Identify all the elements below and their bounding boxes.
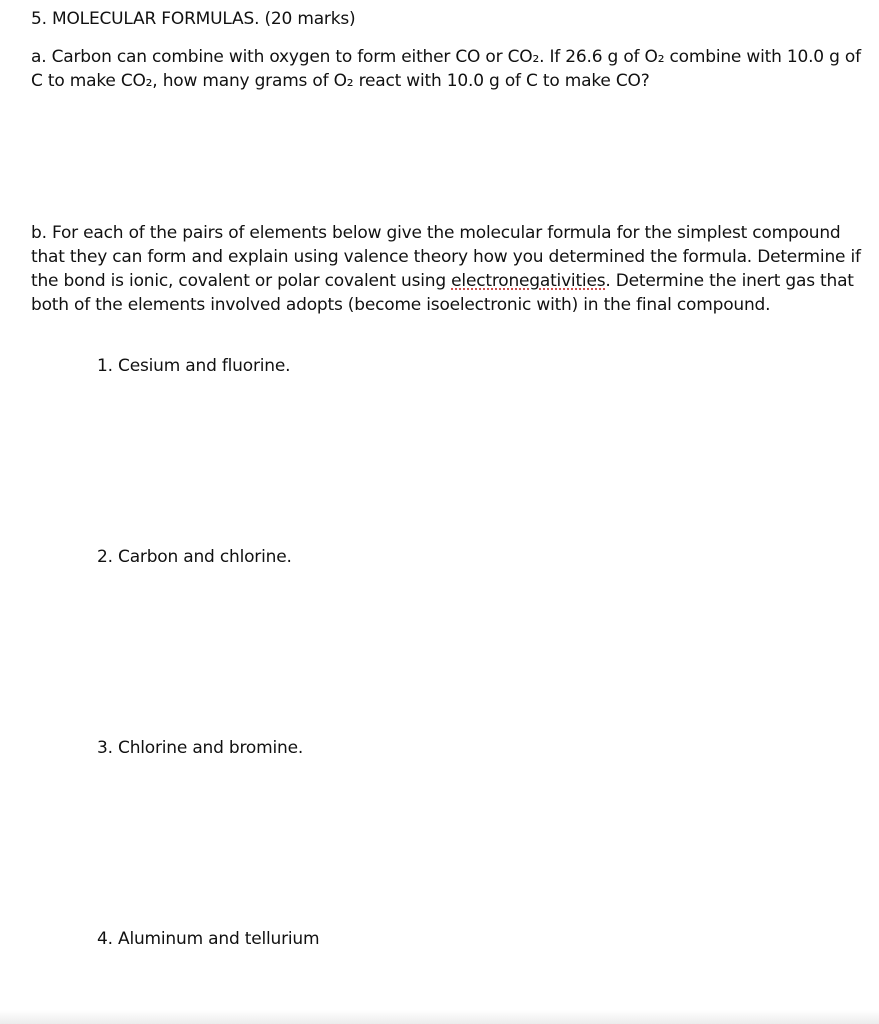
list-item-cesium-fluorine: 1. Cesium and fluorine.: [97, 356, 291, 376]
section-heading: 5. MOLECULAR FORMULAS. (20 marks): [31, 9, 356, 29]
question-b-intro: b. For each of the pairs of elements below give the molecular formula for the simplest compound that they can form and explain using valence theory how you determined the formula. Determine if the bond is ionic, covalent or polar covalent using: [31, 223, 861, 291]
page-bottom-edge: [0, 1010, 879, 1024]
spellcheck-flagged-word[interactable]: electronegativities: [451, 271, 606, 291]
list-item-carbon-chlorine: 2. Carbon and chlorine.: [97, 547, 292, 567]
question-b-rest: . Determine the inert gas that both of the elements involved adopts (become isoelectronic with) in the final compound.: [31, 271, 854, 315]
question-a-text: a. Carbon can combine with oxygen to form either CO or CO₂. If 26.6 g of O₂ combine with 10.0 g of C to make CO₂, how many grams of O₂ react with 10.0 g of C to make CO?: [31, 47, 861, 91]
question-b-text: [31, 221, 871, 317]
list-item-aluminum-tellurium: 4. Aluminum and tellurium: [97, 929, 320, 949]
list-item-chlorine-bromine: 3. Chlorine and bromine.: [97, 738, 304, 758]
